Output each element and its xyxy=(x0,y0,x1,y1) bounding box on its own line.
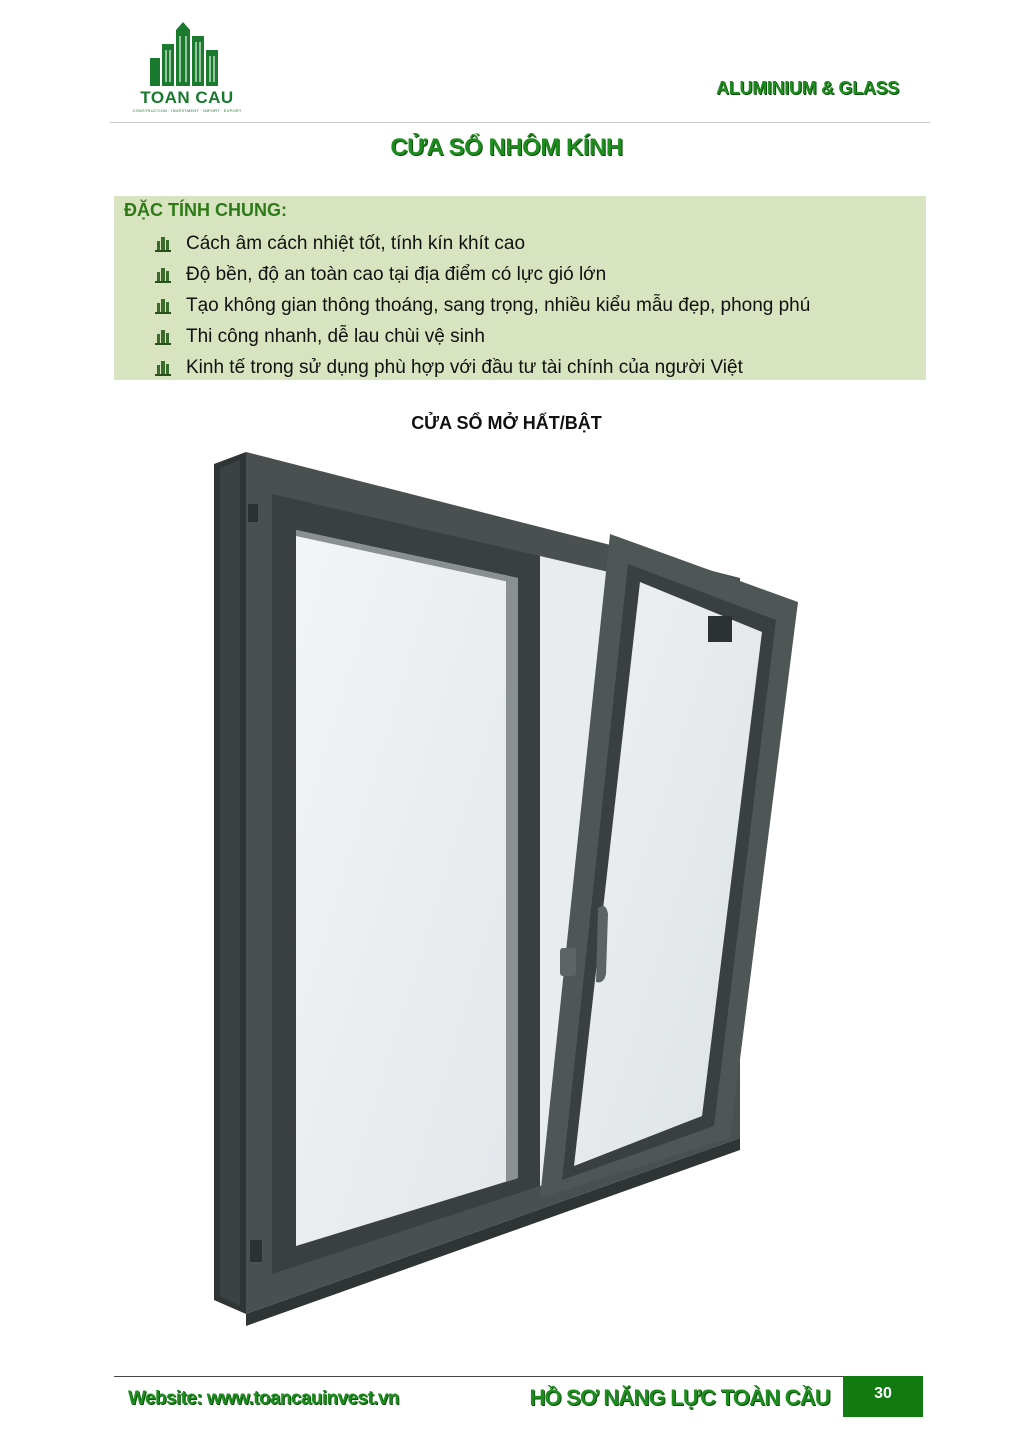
page-title: CỬA SỔ NHÔM KÍNH xyxy=(390,134,623,161)
feature-text: Tạo không gian thông thoáng, sang trọng, nhiều kiểu mẫu đẹp, phong phú xyxy=(186,294,811,316)
building-bullet-icon xyxy=(154,235,172,253)
section-title: CỬA SỔ MỞ HẤT/BẬT xyxy=(411,413,602,433)
feature-text: Kinh tế trong sử dụng phù hợp với đầu tư tài chính của người Việt xyxy=(186,356,743,378)
logo-subtext: CONSTRUCTION · INVESTMENT · IMPORT · EXPORT xyxy=(132,108,242,113)
footer-divider xyxy=(114,1376,844,1377)
building-bullet-icon xyxy=(154,359,172,377)
features-list xyxy=(154,228,810,383)
header-divider xyxy=(110,122,930,123)
building-bullet-icon xyxy=(154,328,172,346)
features-heading: ĐẶC TÍNH CHUNG: xyxy=(124,200,287,220)
list-item xyxy=(154,259,810,290)
footer-website[interactable]: Website: www.toancauinvest.vn xyxy=(128,1388,399,1409)
feature-text: Độ bền, độ an toàn cao tại địa điểm có lực gió lớn xyxy=(186,263,607,285)
feature-text: Thi công nhanh, dễ lau chùi vệ sinh xyxy=(186,325,485,347)
page-number: 30 xyxy=(843,1376,923,1417)
company-logo xyxy=(132,22,242,112)
brand-tag: ALUMINIUM & GLASS xyxy=(716,78,899,98)
features-box xyxy=(114,196,926,380)
buildings-icon xyxy=(132,22,242,88)
building-bullet-icon xyxy=(154,297,172,315)
logo-text: TOAN CAU xyxy=(140,88,234,107)
list-item xyxy=(154,321,810,352)
list-item xyxy=(154,352,810,383)
feature-text: Cách âm cách nhiệt tốt, tính kín khít cao xyxy=(186,232,526,254)
footer-title: HỒ SƠ NĂNG LỰC TOÀN CẦU xyxy=(529,1385,830,1410)
list-item xyxy=(154,290,810,321)
list-item xyxy=(154,228,810,259)
tilt-turn-window-image xyxy=(200,438,820,1328)
building-bullet-icon xyxy=(154,266,172,284)
